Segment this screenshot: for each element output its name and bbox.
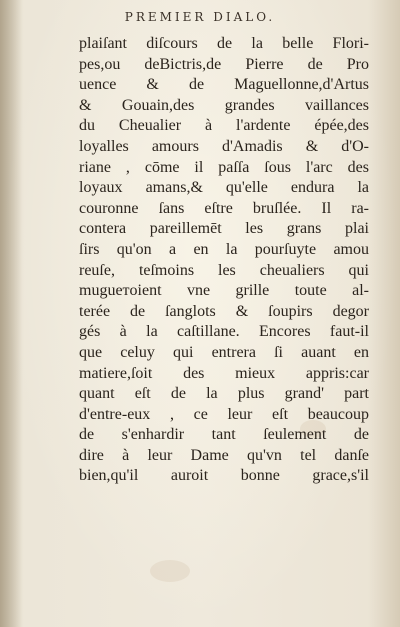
text-line: loyalles amours d'Amadis & d'O- — [79, 137, 369, 155]
text-line: d'entre-eux , ce leur eſt beaucoup — [79, 405, 369, 423]
text-line: gés à la caſtillane. Encores faut-il — [79, 323, 369, 341]
running-head: PREMIER DIALO. — [124, 10, 276, 24]
text-line: de s'enhardir tant ſeulement de — [79, 426, 369, 444]
text-line: reuſe, teſmoins les cheualiers qui — [79, 261, 369, 279]
text-line: pes,ou deBictris,de Pierre de Pro — [79, 55, 369, 73]
text-line: ſirs qu'on a en la pourſuyte amou — [79, 240, 369, 258]
text-line: contera pareillemēt les grans plai — [79, 220, 369, 238]
text-line: riane , cōme il paſſa ſous l'arc des — [79, 158, 369, 176]
text-line: couronne ſans eſtre bruſlée. Il ra- — [79, 199, 369, 217]
text-line: quant eſt de la plus grand' part — [79, 385, 369, 403]
text-line: terée de ſanglots & ſoupirs degor — [79, 302, 369, 320]
text-line: que celuy qui entrera ſi auant en — [79, 343, 369, 361]
text-line: & Gouain,des grandes vaillances — [79, 96, 369, 114]
paper-stain — [150, 560, 190, 582]
text-line: bien,qu'il auroit bonne grace,s'il — [79, 467, 369, 485]
gutter-shadow — [0, 0, 22, 627]
text-line: plaiſant diſcours de la belle Flori- — [79, 35, 369, 52]
text-line: loyaux amans,& qu'elle endura la — [79, 179, 369, 197]
text-line: du Cheualier à l'ardente épée,des — [79, 117, 369, 135]
text-line: mugueтoient vne grille toute al- — [79, 282, 369, 300]
text-line: uence & de Maguellonne,d'Artus — [79, 76, 369, 94]
text-line: matiere,ſoit des mieux appris:car — [79, 364, 369, 382]
body-text — [79, 34, 369, 487]
text-line: dire à leur Dame qu'vn tel danſe — [79, 446, 369, 464]
